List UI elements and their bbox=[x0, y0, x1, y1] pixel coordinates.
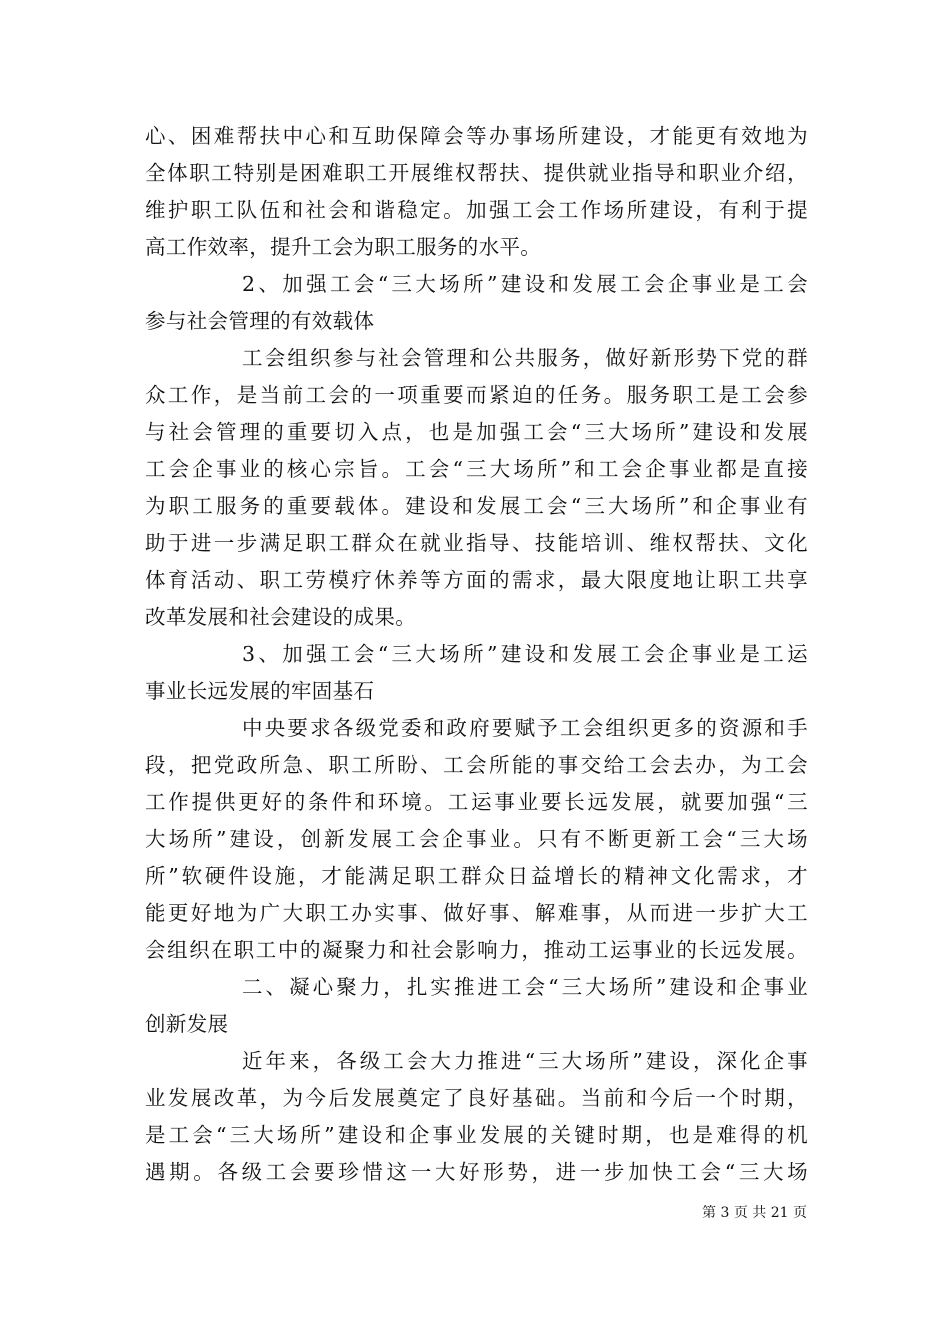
section-heading-line: 创新发展 bbox=[145, 1012, 229, 1036]
text-line: 改革发展和社会建设的成果。 bbox=[145, 605, 417, 629]
section-heading-line: 参与社会管理的有效载体 bbox=[145, 309, 375, 333]
text-line: 会组织在职工中的凝聚力和社会影响力，推动工运事业的长远发展。 bbox=[145, 938, 808, 962]
text-line: 大场所”建设，创新发展工会企事业。只有不断更新工会“三大场 bbox=[145, 827, 808, 851]
text-line: 业发展改革，为今后发展奠定了良好基础。当前和今后一个时期， bbox=[145, 1086, 808, 1110]
text-line: 工作提供更好的条件和环境。工运事业要长远发展，就要加强“三 bbox=[145, 790, 808, 814]
text-line: 近年来，各级工会大力推进“三大场所”建设，深化企事 bbox=[242, 1049, 808, 1073]
section-heading-line: 3、加强工会“三大场所”建设和发展工会企事业是工运 bbox=[242, 642, 808, 666]
text-line: 段，把党政所急、职工所盼、工会所能的事交给工会去办，为工会 bbox=[145, 753, 808, 777]
text-line: 为职工服务的重要载体。建设和发展工会“三大场所”和企事业有 bbox=[145, 494, 808, 518]
document-body bbox=[145, 118, 808, 1191]
text-line: 助于进一步满足职工群众在就业指导、技能培训、维权帮扶、文化 bbox=[145, 531, 808, 555]
section-heading-line: 二、凝心聚力，扎实推进工会“三大场所”建设和企事业 bbox=[242, 975, 808, 999]
page-number: 第 3 页 共 21 页 bbox=[702, 1205, 807, 1221]
text-line: 高工作效率，提升工会为职工服务的水平。 bbox=[145, 235, 542, 259]
text-line: 中央要求各级党委和政府要赋予工会组织更多的资源和手 bbox=[242, 716, 808, 740]
text-line: 体育活动、职工劳模疗休养等方面的需求，最大限度地让职工共享 bbox=[145, 568, 808, 592]
text-line: 维护职工队伍和社会和谐稳定。加强工会工作场所建设，有利于提 bbox=[145, 198, 808, 222]
text-line: 是工会“三大场所”建设和企事业发展的关键时期，也是难得的机 bbox=[145, 1123, 808, 1147]
text-line: 众工作，是当前工会的一项重要而紧迫的任务。服务职工是工会参 bbox=[145, 383, 808, 407]
text-line: 能更好地为广大职工办实事、做好事、解难事，从而进一步扩大工 bbox=[145, 901, 808, 925]
text-line: 与社会管理的重要切入点，也是加强工会“三大场所”建设和发展 bbox=[145, 420, 808, 444]
text-line: 遇期。各级工会要珍惜这一大好形势，进一步加快工会“三大场 bbox=[145, 1160, 808, 1184]
text-line: 工会组织参与社会管理和公共服务，做好新形势下党的群 bbox=[242, 346, 808, 370]
section-heading-line: 事业长远发展的牢固基石 bbox=[145, 679, 375, 703]
text-line: 工会企事业的核心宗旨。工会“三大场所”和工会企事业都是直接 bbox=[145, 457, 808, 481]
text-line: 全体职工特别是困难职工开展维权帮扶、提供就业指导和职业介绍， bbox=[145, 161, 808, 185]
text-line: 所”软硬件设施，才能满足职工群众日益增长的精神文化需求，才 bbox=[145, 864, 808, 888]
text-line: 心、困难帮扶中心和互助保障会等办事场所建设，才能更有效地为 bbox=[145, 124, 808, 148]
section-heading-line: 2、加强工会“三大场所”建设和发展工会企事业是工会 bbox=[242, 272, 808, 296]
